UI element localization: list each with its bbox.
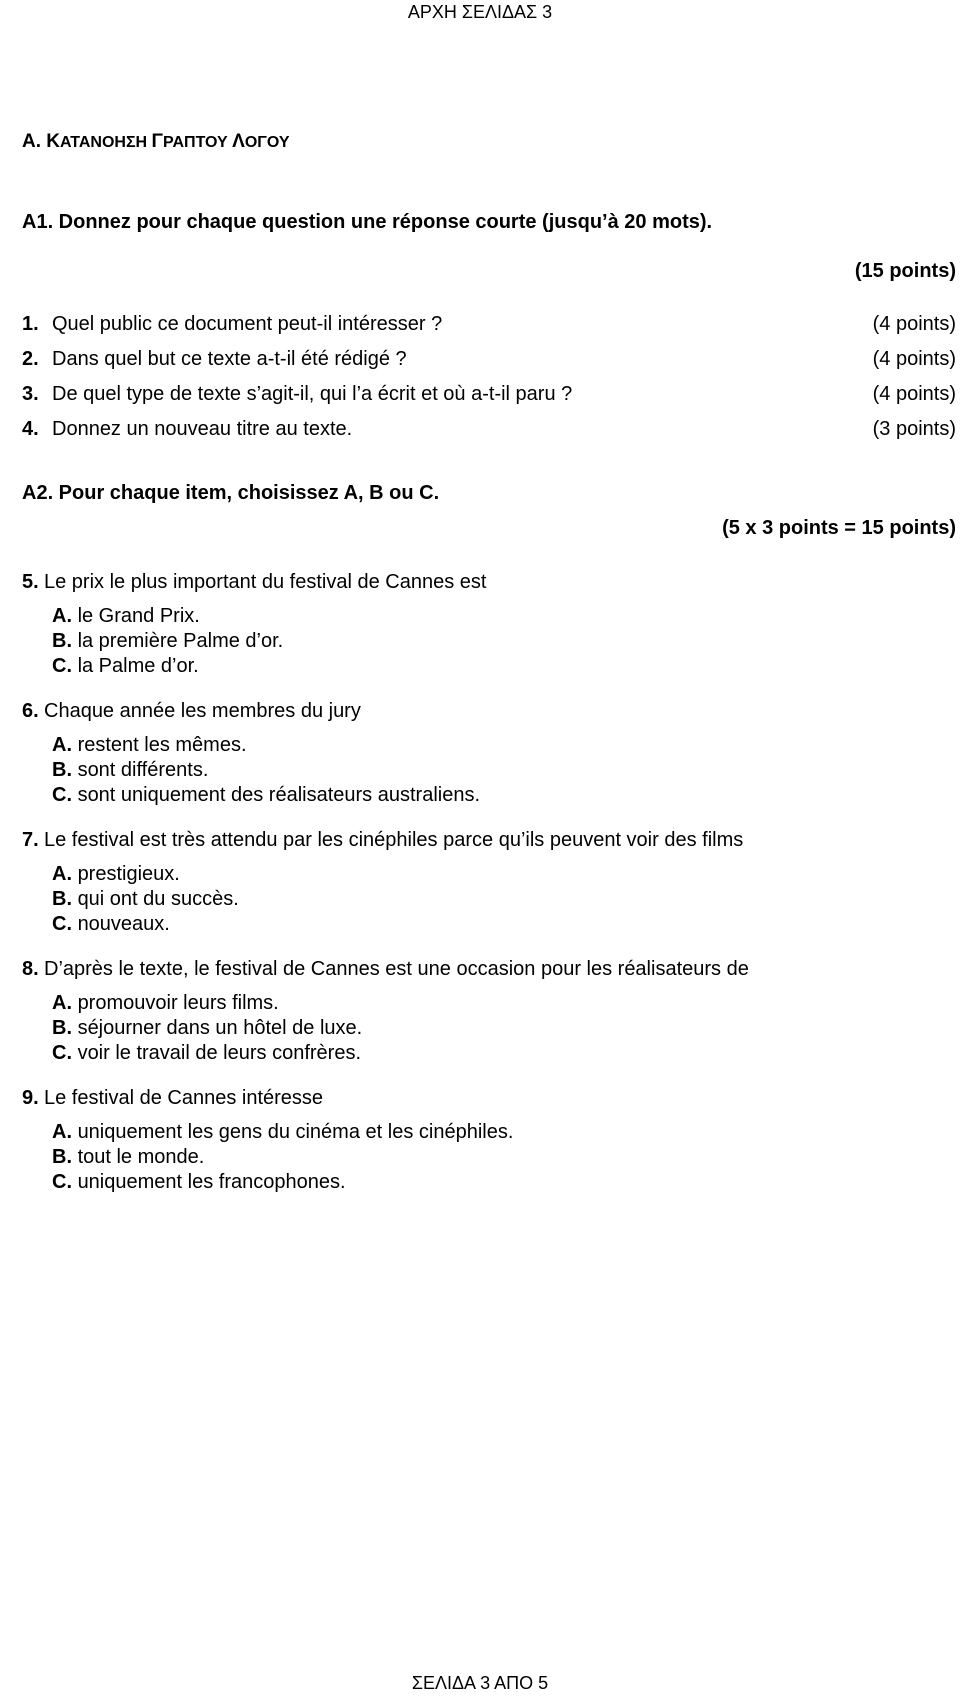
mcq-number: 6.: [22, 700, 39, 722]
mcq-option: [0, 1014, 960, 1042]
mcq-stem: Le festival de Cannes intéresse: [44, 1087, 324, 1109]
section-a-prefix: A.: [22, 131, 47, 152]
option-text: séjourner dans un hôtel de luxe.: [77, 1017, 363, 1039]
option-letter: B.: [52, 1146, 72, 1168]
option-text: prestigieux.: [77, 863, 180, 885]
option-text: promouvoir leurs films.: [77, 992, 279, 1014]
mcq-number: 7.: [22, 829, 39, 851]
option-letter: A.: [52, 1121, 72, 1143]
mcq-option: [0, 1168, 960, 1196]
option-text: sont uniquement des réalisateurs australiens.: [77, 784, 481, 806]
question-number: 2.: [22, 348, 39, 370]
option-text: qui ont du succès.: [77, 888, 239, 910]
mcq-stem: Le prix le plus important du festival de Cannes est: [44, 571, 487, 593]
section-a-k: Κ: [46, 131, 61, 152]
option-letter: A.: [52, 605, 72, 627]
option-text: nouveaux.: [77, 913, 170, 935]
mcq-stem-row: [0, 955, 960, 983]
option-letter: B.: [52, 759, 72, 781]
section-a-g: Γ: [151, 131, 163, 152]
question-row: [0, 345, 960, 373]
option-text: la première Palme d’or.: [77, 630, 284, 652]
option-text: la Palme d’or.: [77, 655, 199, 677]
mcq-number: 5.: [22, 571, 39, 593]
option-text: restent les mêmes.: [77, 734, 247, 756]
question-text: De quel type de texte s’agit-il, qui l’a écrit et où a-t-il paru ?: [52, 383, 573, 405]
question-row: [0, 380, 960, 408]
mcq-stem: Chaque année les membres du jury: [44, 700, 361, 722]
question-points: (3 points): [872, 418, 956, 440]
mcq-option: [0, 731, 960, 759]
option-letter: A.: [52, 734, 72, 756]
option-letter: B.: [52, 630, 72, 652]
question-number: 4.: [22, 418, 39, 440]
mcq-number: 8.: [22, 958, 39, 980]
mcq-stem-row: [0, 568, 960, 596]
mcq-option: [0, 652, 960, 680]
question-row: [0, 415, 960, 443]
mcq-stem-row: [0, 1084, 960, 1112]
mcq-stem-row: [0, 826, 960, 854]
a2-total-points: (5 x 3 points = 15 points): [722, 517, 956, 539]
option-letter: C.: [52, 1171, 72, 1193]
a1-total-points: (15 points): [854, 260, 956, 282]
option-text: sont différents.: [77, 759, 209, 781]
mcq-stem-row: [0, 697, 960, 725]
option-text: uniquement les francophones.: [77, 1171, 346, 1193]
option-letter: A.: [52, 863, 72, 885]
mcq-stem: Le festival est très attendu par les cinéphiles parce qu’ils peuvent voir des films: [44, 829, 744, 851]
option-text: tout le monde.: [77, 1146, 205, 1168]
option-text: le Grand Prix.: [77, 605, 200, 627]
question-points: (4 points): [872, 348, 956, 370]
question-text: Donnez un nouveau titre au texte.: [52, 418, 353, 440]
option-letter: C.: [52, 913, 72, 935]
question-points: (4 points): [872, 313, 956, 335]
mcq-option: [0, 989, 960, 1017]
question-text: Dans quel but ce texte a-t-il été rédigé ?: [52, 348, 407, 370]
question-number: 1.: [22, 313, 39, 335]
option-letter: B.: [52, 888, 72, 910]
mcq-option: [0, 860, 960, 888]
mcq-number: 9.: [22, 1087, 39, 1109]
a2-total-row: [0, 514, 960, 542]
mcq-option: [0, 602, 960, 630]
question-number: 3.: [22, 383, 39, 405]
question-points: (4 points): [872, 383, 956, 405]
mcq-option: [0, 885, 960, 913]
mcq-option: [0, 1118, 960, 1146]
section-a-rest1: ΑΤΑΝΟΗΣΗ: [60, 134, 152, 151]
a2-instruction-row: [0, 479, 960, 507]
mcq-option: [0, 627, 960, 655]
option-letter: C.: [52, 784, 72, 806]
a1-total-row: [0, 257, 960, 285]
mcq-option: [0, 781, 960, 809]
mcq-option: [0, 756, 960, 784]
mcq-stem: D’après le texte, le festival de Cannes est une occasion pour les réalisateurs de: [44, 958, 749, 980]
a1-instruction-row: [0, 208, 960, 236]
question-row: [0, 310, 960, 338]
section-a-l: Λ: [232, 131, 245, 152]
section-a-rest3: ΟΓΟΥ: [244, 134, 290, 151]
option-letter: C.: [52, 1042, 72, 1064]
option-letter: C.: [52, 655, 72, 677]
section-a-title: [22, 128, 290, 157]
mcq-option: [0, 910, 960, 938]
page-header: ΑΡΧΗ ΣΕΛΙΔΑΣ 3: [407, 2, 553, 22]
option-letter: A.: [52, 992, 72, 1014]
a1-instruction: A1. Donnez pour chaque question une réponse courte (jusqu’à 20 mots).: [22, 211, 713, 233]
page-footer: ΣΕΛΙΔΑ 3 ΑΠΟ 5: [411, 1673, 549, 1693]
question-text: Quel public ce document peut-il intéresser ?: [52, 313, 443, 335]
section-a-rest2: ΡΑΠΤΟΥ: [162, 134, 233, 151]
mcq-option: [0, 1039, 960, 1067]
mcq-option: [0, 1143, 960, 1171]
option-text: uniquement les gens du cinéma et les cinéphiles.: [77, 1121, 514, 1143]
option-letter: B.: [52, 1017, 72, 1039]
option-text: voir le travail de leurs confrères.: [77, 1042, 362, 1064]
a2-instruction: A2. Pour chaque item, choisissez A, B ou C.: [22, 482, 440, 504]
